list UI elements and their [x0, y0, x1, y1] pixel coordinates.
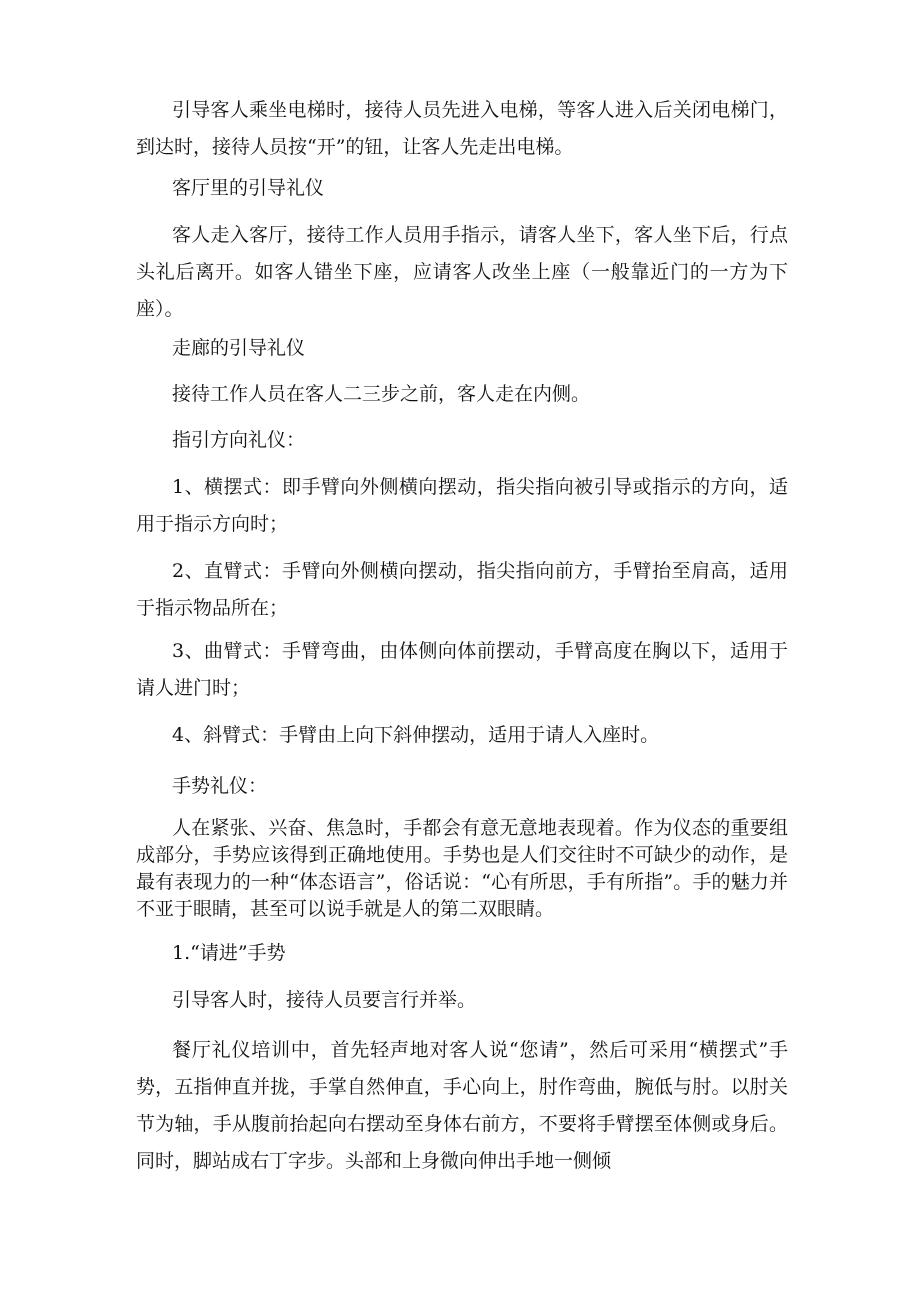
list-item-2: 2、直臂式：手臂向外侧横向摆动，指尖指向前方，手臂抬至肩高，适用于指示物品所在；: [136, 560, 788, 619]
heading-corridor: 走廊的引导礼仪: [172, 337, 306, 359]
paragraph-elevator: 引导客人乘坐电梯时，接待人员先进入电梯，等客人进入后关闭电梯门，到达时，接待人员按“开”的钮，让客人先走出电梯。: [136, 99, 788, 158]
paragraph-gesture: 人在紧张、兴奋、焦急时，手都会有意无意地表现着。作为仪态的重要组成部分，手势应该得到正确地使用。手势也是人们交往时不可缺少的动作，是最有表现力的一种“体态语言”，俗话说：“心有所思，手有所指”。手的魅力并不亚于眼睛，甚至可以说手就是人的第二双眼睛。: [136, 817, 788, 920]
heading-living-room: 客厅里的引导礼仪: [172, 177, 325, 199]
paragraph-guide: 引导客人时，接待人员要言行并举。: [172, 989, 477, 1011]
heading-please-enter: 1.“请进”手势: [172, 942, 286, 964]
heading-direction: 指引方向礼仪：: [172, 429, 306, 451]
paragraph-living-room: 客人走入客厅，接待工作人员用手指示，请客人坐下，客人坐下后，行点头礼后离开。如客人错坐下座，应请客人改坐上座（一般靠近门的一方为下座）。: [136, 224, 788, 320]
paragraph-restaurant: 餐厅礼仪培训中，首先轻声地对客人说“您请”，然后可采用“横摆式”手势，五指伸直并拢，手掌自然伸直，手心向上，肘作弯曲，腕低与肘。以肘关节为轴，手从腹前抬起向右摆动至身体右前方，不要将手臂摆至体侧或身后。同时，脚站成右丁字步。头部和上身微向伸出手地一侧倾: [136, 1039, 788, 1172]
list-item-3: 3、曲臂式：手臂弯曲，由体侧向体前摆动，手臂高度在胸以下，适用于请人进门时；: [136, 640, 788, 699]
heading-gesture: 手势礼仪：: [172, 775, 268, 797]
list-item-1: 1、横摆式：即手臂向外侧横向摆动，指尖指向被引导或指示的方向，适用于指示方向时；: [136, 476, 788, 535]
list-item-4: 4、斜臂式：手臂由上向下斜伸摆动，适用于请人入座时。: [172, 724, 660, 746]
paragraph-corridor: 接待工作人员在客人二三步之前，客人走在内侧。: [172, 383, 591, 405]
